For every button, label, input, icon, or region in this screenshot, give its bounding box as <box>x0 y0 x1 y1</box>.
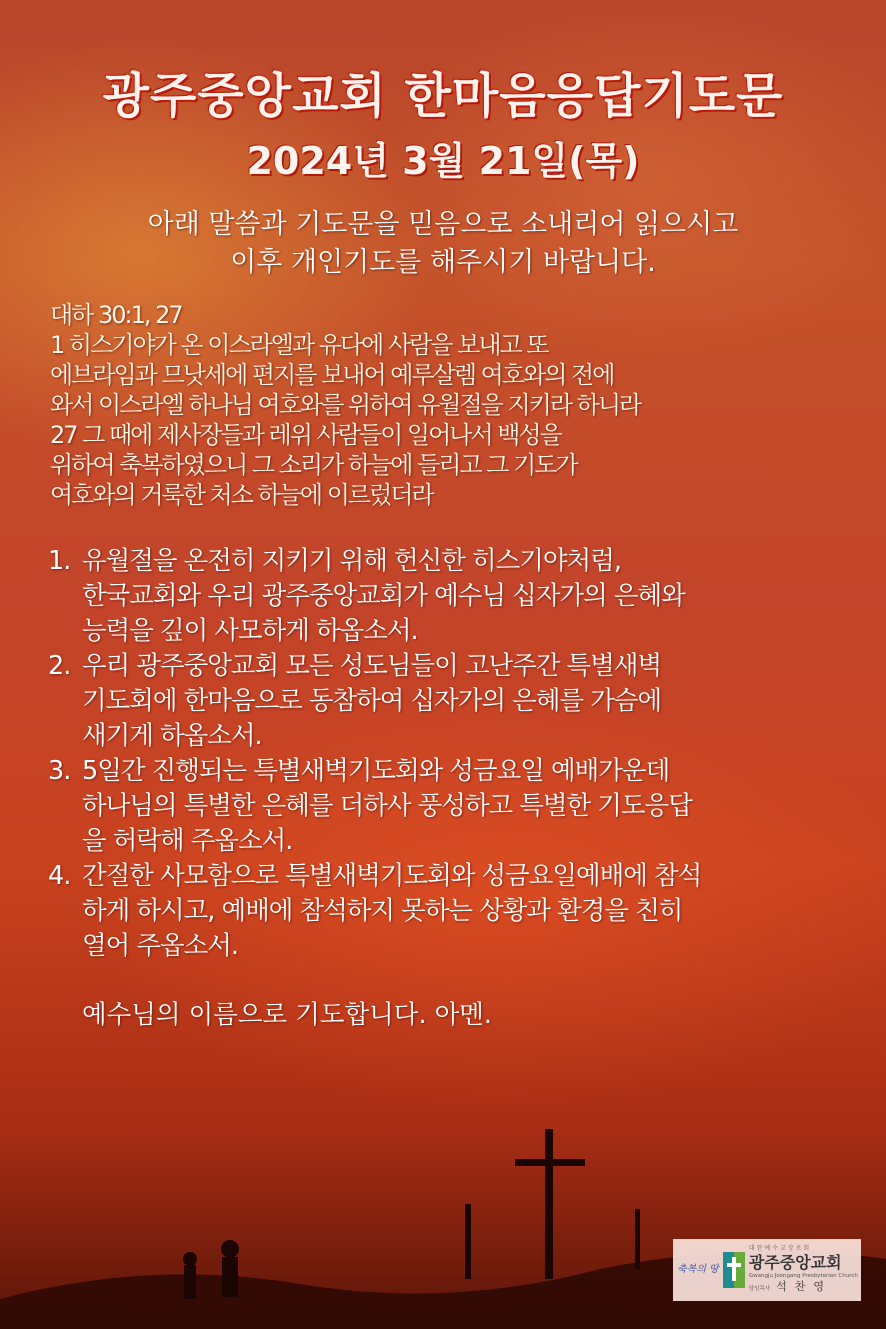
logo-church-name: 광주중앙교회 <box>748 1253 842 1272</box>
logo-text <box>749 1245 858 1295</box>
logo-english-name: Gwangju Joongang Presbyterian Church <box>748 1273 858 1279</box>
prayer-number: 1. <box>48 546 71 576</box>
scripture-reference: 대하 30:1, 27 <box>50 301 182 329</box>
scripture-line: 와서 이스라엘 하나님 여호와를 위하여 유월절을 지키라 하니라 <box>50 391 641 419</box>
church-logo <box>673 1239 861 1301</box>
scripture-line: 1 히스기야가 온 이스라엘과 유다에 사람을 보내고 또 <box>50 331 548 359</box>
prayer-item <box>48 544 878 649</box>
prayer-line: 5일간 진행되는 특별새벽기도회와 성금요일 예배가운데 <box>82 756 670 786</box>
prayer-item <box>48 754 878 859</box>
prayer-number: 3. <box>48 756 71 786</box>
prayer-list <box>48 544 878 964</box>
closing-prayer: 예수님의 이름으로 기도합니다. 아멘. <box>82 1000 493 1030</box>
scripture-line: 여호와의 거룩한 처소 하늘에 이르렀더라 <box>50 481 433 509</box>
logo-pastor-row <box>749 1280 858 1295</box>
prayer-line: 새기게 하옵소서. <box>82 721 262 751</box>
intro-line: 아래 말씀과 기도문을 믿음으로 소내리어 읽으시고 <box>147 209 739 240</box>
prayer-line: 기도회에 한마음으로 동참하여 십자가의 은혜를 가슴에 <box>82 686 662 716</box>
prayer-line: 열어 주옵소서. <box>82 931 239 961</box>
prayer-line: 하나님의 특별한 은혜를 더하사 풍성하고 특별한 기도응답 <box>82 791 692 821</box>
prayer-number: 2. <box>48 651 71 681</box>
scripture-passage <box>50 300 870 510</box>
prayer-item <box>48 859 878 964</box>
logo-denomination: 대한예수교장로회 <box>748 1245 812 1252</box>
scripture-line: 위하여 축복하였으니 그 소리가 하늘에 들리고 그 기도가 <box>50 451 577 479</box>
prayer-item <box>48 649 878 754</box>
prayer-line: 유월절을 온전히 지키기 위해 헌신한 히스기야처럼, <box>82 546 621 576</box>
intro-line: 이후 개인기도를 해주시기 바랍니다. <box>230 247 656 278</box>
prayer-line: 하게 하시고, 예배에 참석하지 못하는 상황과 환경을 친히 <box>82 896 683 926</box>
scripture-line: 에브라임과 므낫세에 편지를 보내어 예루살렘 여호와의 전에 <box>50 361 614 389</box>
prayer-number: 4. <box>48 861 71 891</box>
scripture-line: 27 그 때에 제사장들과 레위 사람들이 일어나서 백성을 <box>50 421 561 449</box>
prayer-line: 우리 광주중앙교회 모든 성도님들이 고난주간 특별새벽 <box>82 651 662 681</box>
logo-pastor-label: 담임목사 <box>748 1286 771 1292</box>
prayer-line: 능력을 깊이 사모하게 하옵소서. <box>82 616 418 646</box>
cross-icon <box>723 1252 745 1288</box>
prayer-sheet <box>0 66 886 1033</box>
prayer-line: 한국교회와 우리 광주중앙교회가 예수님 십자가의 은혜와 <box>82 581 685 611</box>
logo-slogan: 축복의 땅 <box>677 1264 719 1275</box>
prayer-line: 을 허락해 주옵소서. <box>82 826 293 856</box>
page-title: 광주중앙교회 한마음응답기도문 <box>102 68 784 124</box>
logo-pastor-name: 석찬영 <box>776 1280 832 1293</box>
date-heading: 2024년 3월 21일(목) <box>246 139 640 183</box>
intro-text <box>0 206 886 282</box>
prayer-line: 간절한 사모함으로 특별새벽기도회와 성금요일예배에 참석 <box>82 861 702 891</box>
